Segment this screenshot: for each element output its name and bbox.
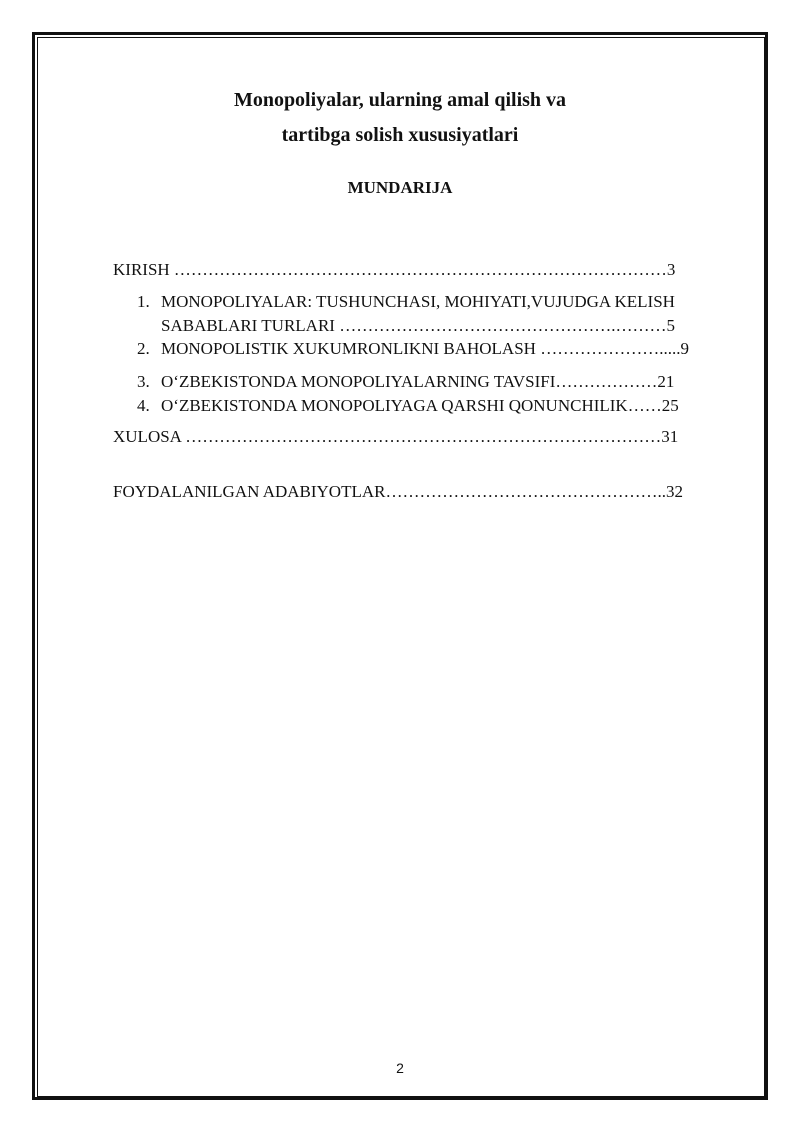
toc-entry-3[interactable]: O‘ZBEKISTONDA MONOPOLIYALARNING TAVSIFI………………21 <box>161 372 675 391</box>
toc-entry-xulosa[interactable]: XULOSA …………………………………………………………………………31 <box>113 427 679 446</box>
toc-entry-4-number: 4. <box>137 396 150 415</box>
document-title-line-1: Monopoliyalar, ularning amal qilish va <box>233 89 567 111</box>
toc-entry-4[interactable]: O‘ZBEKISTONDA MONOPOLIYAGA QARSHI QONUNCHILIK……25 <box>161 396 679 415</box>
toc-heading: MUNDARIJA <box>347 178 453 197</box>
toc-entry-foydalanilgan-adabiyotlar[interactable]: FOYDALANILGAN ADABIYOTLAR…………………………………………..32 <box>113 482 683 501</box>
document-title-line-2: tartibga solish xususiyatlari <box>281 124 519 146</box>
toc-entry-2-number: 2. <box>137 339 150 358</box>
toc-entry-kirish[interactable]: KIRISH ……………………………………………………………………………3 <box>113 260 676 279</box>
toc-entry-3-number: 3. <box>137 372 150 391</box>
toc-entry-1-line-2[interactable]: SABABLARI TURLARI ………………………………………….………5 <box>161 316 675 335</box>
toc-entry-1-number: 1. <box>137 292 150 311</box>
toc-entry-1-line-1[interactable]: MONOPOLIYALAR: TUSHUNCHASI, MOHIYATI,VUJUDGA KELISH <box>161 292 675 311</box>
toc-entry-2[interactable]: MONOPOLISTIK XUKUMRONLIKNI BAHOLASH ………………….....9 <box>161 339 689 358</box>
page-number: 2 <box>396 1060 404 1076</box>
